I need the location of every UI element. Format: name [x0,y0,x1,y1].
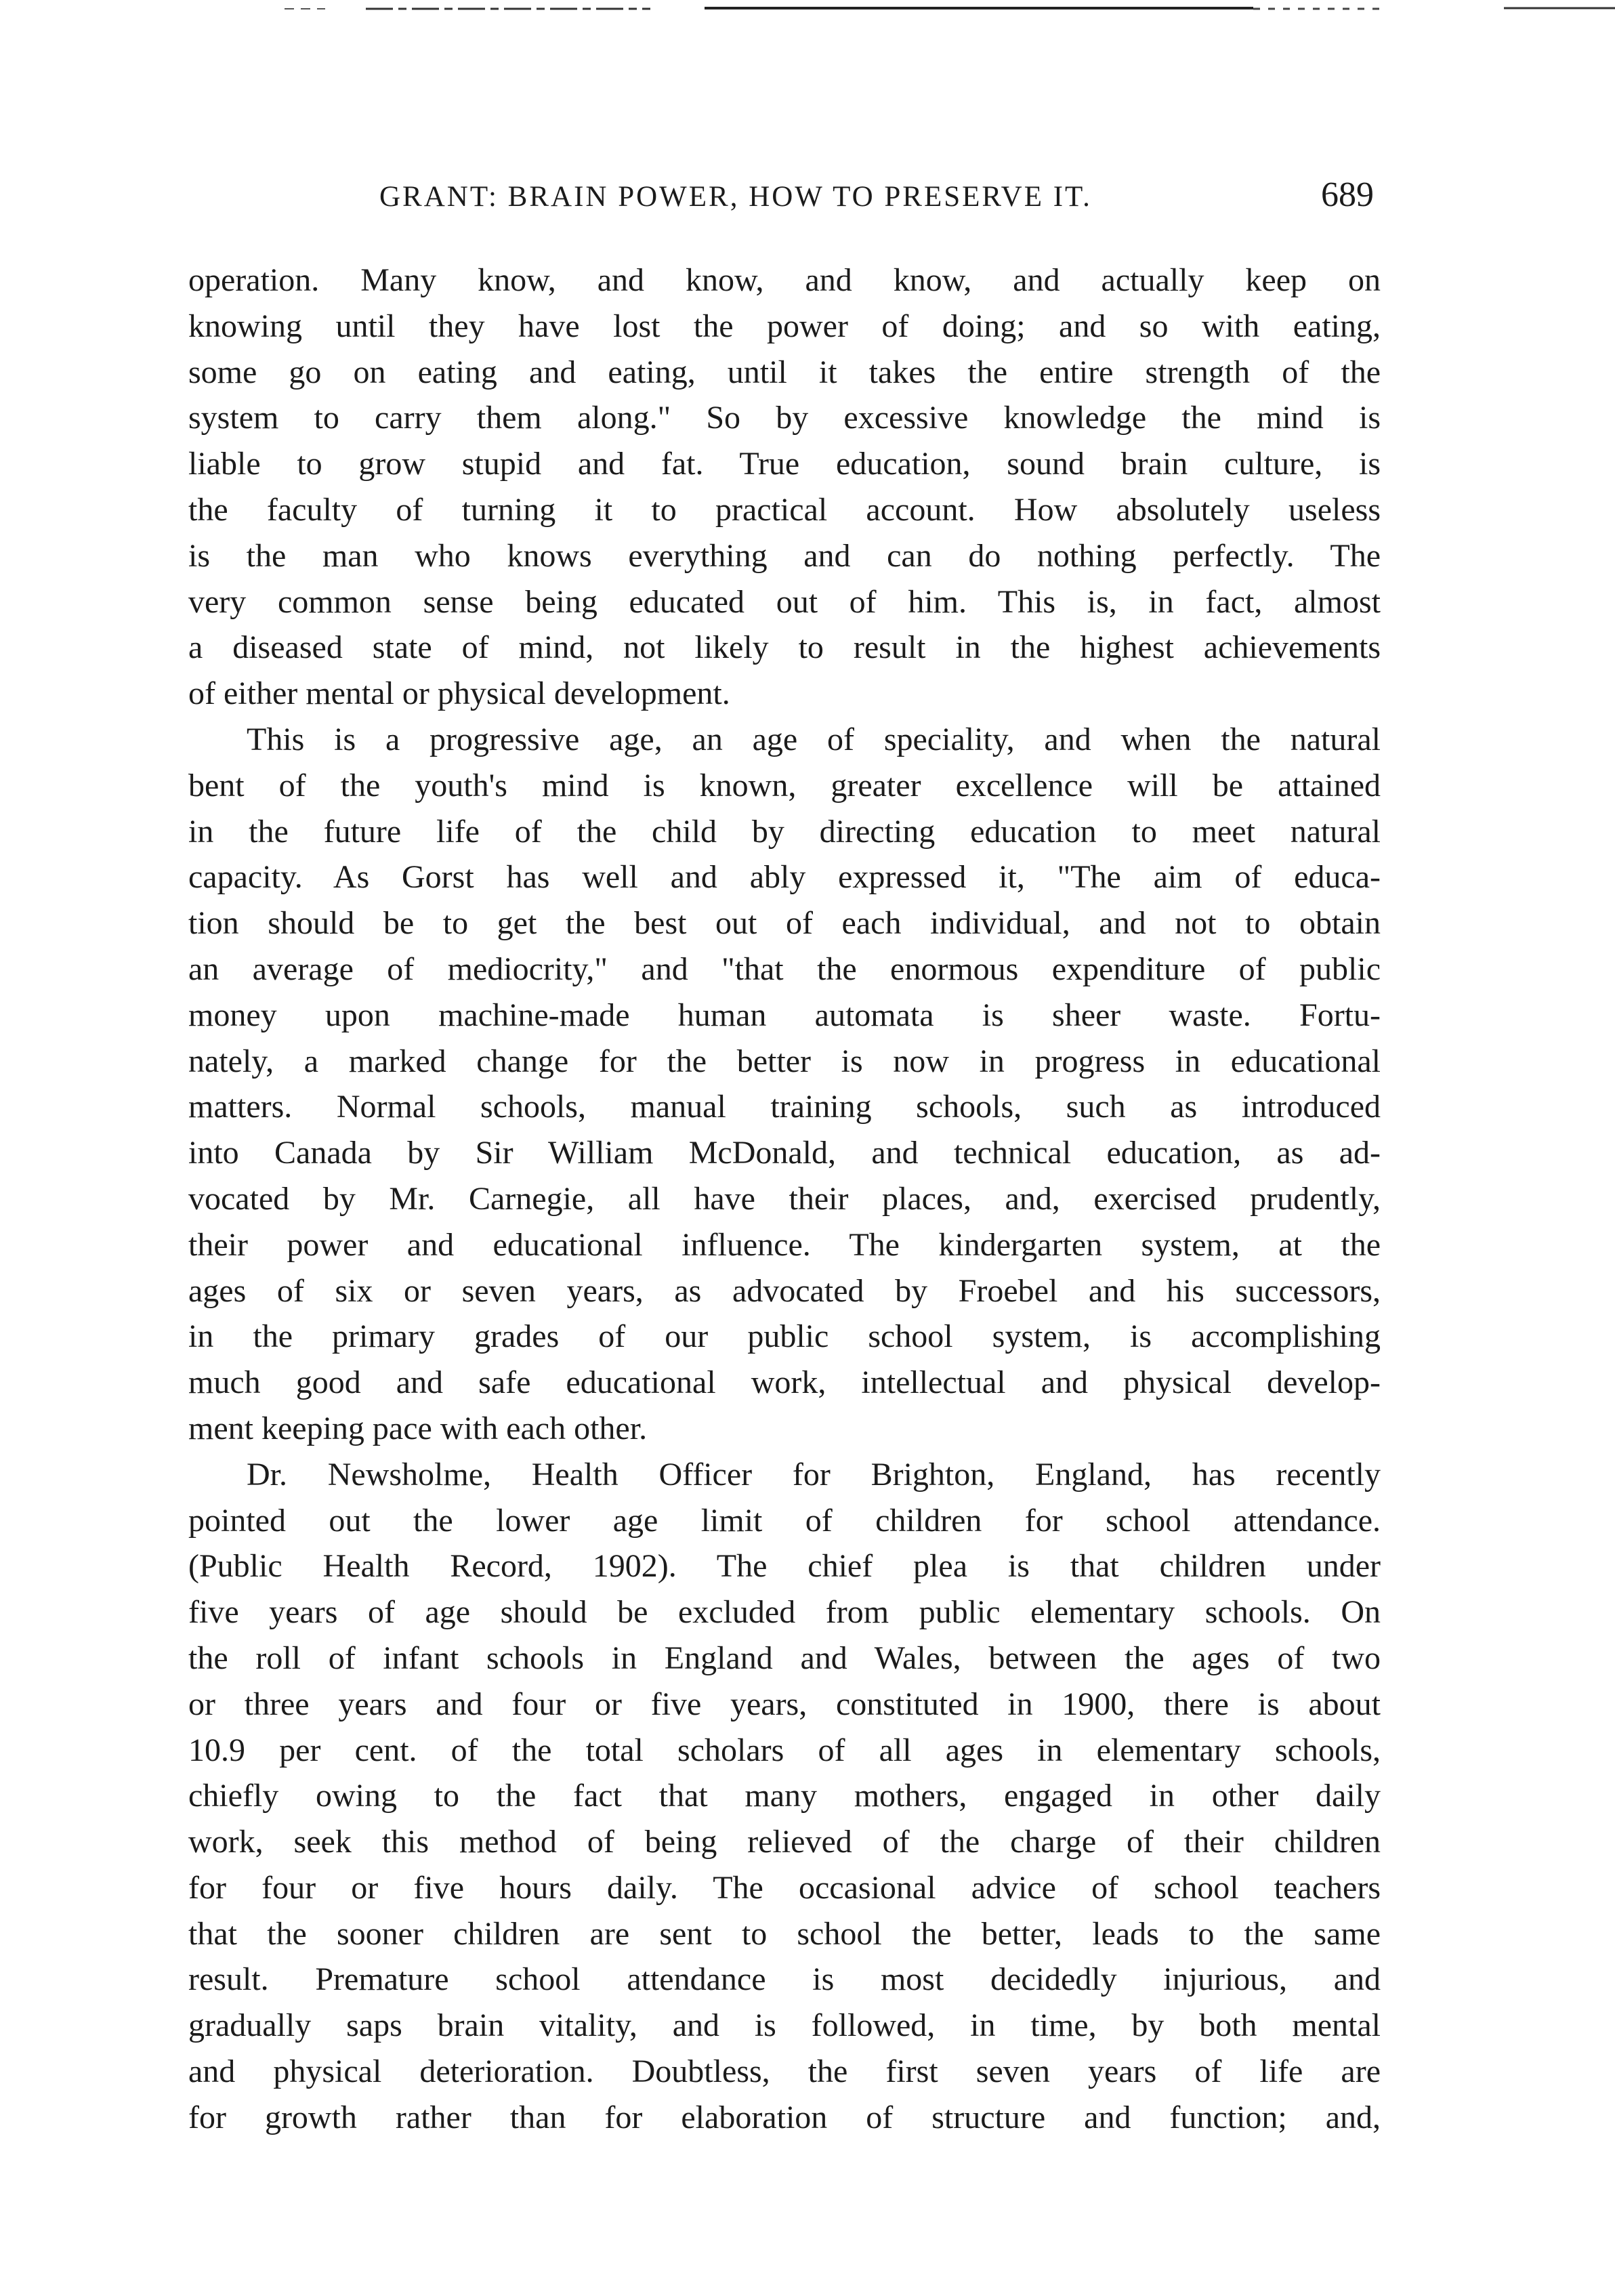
text-line: Dr. Newsholme, Health Officer for Brighton, England, has recently [247,1456,1381,1493]
text-line: gradually saps brain vitality, and is followed, in time, by both mental [188,2007,1381,2044]
text-line: in the primary grades of our public school system, is accomplishing [188,1318,1381,1355]
text-line: much good and safe educational work, intellectual and physical develop- [188,1364,1381,1401]
text-line: matters. Normal schools, manual training schools, such as introduced [188,1089,1381,1125]
text-line: or three years and four or five years, constituted in 1900, there is about [188,1686,1381,1722]
text-line: an average of mediocrity," and "that the enormous expenditure of public [188,951,1381,987]
text-line: system to carry them along." So by excessive knowledge the mind is [188,400,1381,436]
text-line: ment keeping pace with each other. [188,1410,648,1446]
text-line: nately, a marked change for the better is now in progress in educational [188,1043,1381,1079]
text-line: is the man who knows everything and can do nothing perfectly. The [188,537,1381,574]
text-line: knowing until they have lost the power of doing; and so with eating, [188,308,1381,344]
text-line: that the sooner children are sent to school the better, leads to the same [188,1915,1381,1952]
text-line: capacity. As Gorst has well and ably expressed it, "The aim of educa- [188,859,1381,896]
text-line: five years of age should be excluded from public elementary schools. On [188,1594,1381,1631]
text-line: This is a progressive age, an age of speciality, and when the natural [247,721,1381,757]
running-title: GRANT: BRAIN POWER, HOW TO PRESERVE IT. [379,181,1092,213]
text-line: (Public Health Record, 1902). The chief plea is that children under [188,1548,1381,1585]
text-line: operation. Many know, and know, and know, and actually keep on [188,262,1381,298]
text-line: the roll of infant schools in England and Wales, between the ages of two [188,1640,1381,1676]
text-line: 10.9 per cent. of the total scholars of all ages in elementary schools, [188,1732,1381,1768]
scan-edge-marks [285,5,1615,12]
text-line: some go on eating and eating, until it takes the entire strength of the [188,354,1381,390]
running-head [188,175,1381,222]
text-line: into Canada by Sir William McDonald, and technical education, as ad- [188,1135,1381,1171]
text-line: a diseased state of mind, not likely to result in the highest achievements [188,629,1381,666]
text-line: their power and educational influence. The kindergarten system, at the [188,1226,1381,1263]
text-line: result. Premature school attendance is most decidedly injurious, and [188,1961,1381,1998]
text-line: and physical deterioration. Doubtless, the first seven years of life are [188,2053,1381,2090]
page-number: 689 [1321,175,1374,214]
text-line: for four or five hours daily. The occasional advice of school teachers [188,1869,1381,1906]
text-line: ages of six or seven years, as advocated by Froebel and his successors, [188,1272,1381,1309]
text-line: in the future life of the child by directing education to meet natural [188,813,1381,850]
text-line: of either mental or physical development. [188,675,730,712]
text-line: the faculty of turning it to practical account. How absolutely useless [188,491,1381,528]
text-line: money upon machine-made human automata is sheer waste. Fortu- [188,997,1381,1033]
text-line: chiefly owing to the fact that many mothers, engaged in other daily [188,1778,1381,1814]
text-line: very common sense being educated out of him. This is, in fact, almost [188,583,1381,620]
text-line: work, seek this method of being relieved of the charge of their children [188,1824,1381,1860]
text-line: vocated by Mr. Carnegie, all have their places, and, exercised prudently, [188,1180,1381,1217]
body-text [188,257,1381,2141]
text-line: for growth rather than for elaboration of structure and function; and, [188,2099,1381,2135]
text-line: pointed out the lower age limit of children for school attendance. [188,1502,1381,1539]
text-line: liable to grow stupid and fat. True education, sound brain culture, is [188,446,1381,482]
text-line: tion should be to get the best out of each individual, and not to obtain [188,905,1381,942]
text-line: bent of the youth's mind is known, greater excellence will be attained [188,767,1381,803]
